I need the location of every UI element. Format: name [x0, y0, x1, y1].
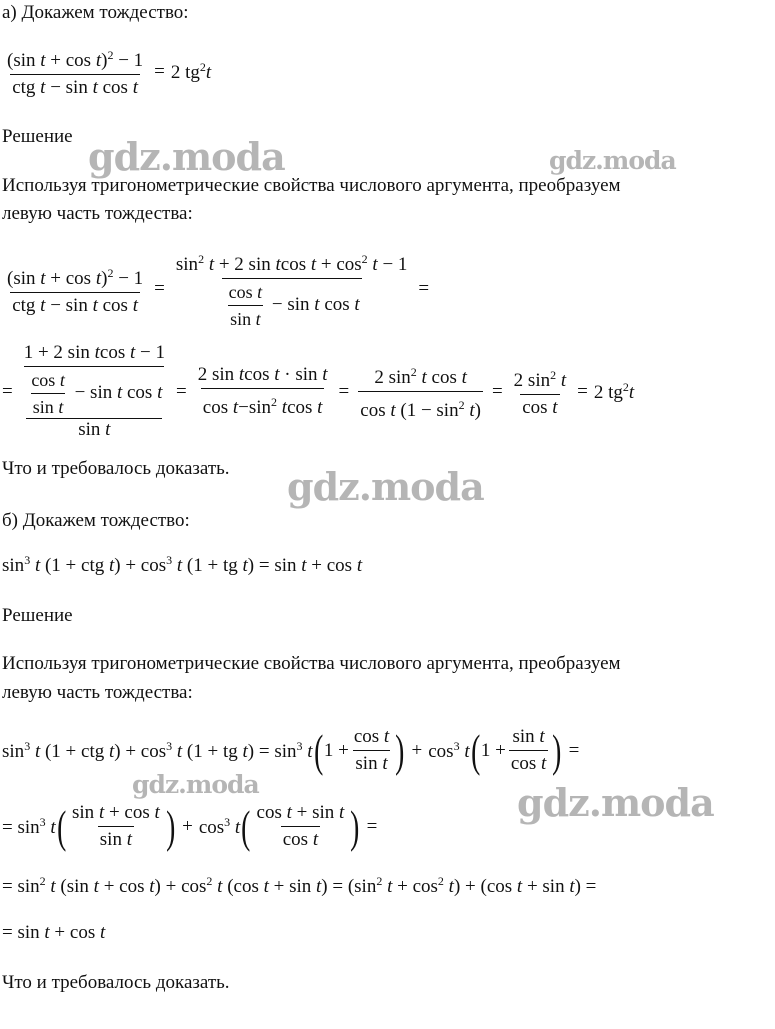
part-a-step-1: $\frac{(\sin t + \cos t)^2 - 1}{\text{ctg t − sin t cos t}}$ = $\sin^2 t + 2$ sin tcos $t + \cos^2 t - 1$ $\frac{\text{cos t}}{\text{sin t}}$ − sin t cos t = [7, 252, 430, 329]
part-a-heading: а) Докажем тождество: [2, 2, 189, 23]
watermark-logo: gdz.moda [517, 780, 714, 825]
watermark-logo: gdz.moda [132, 770, 259, 799]
part-b-step-2: = $\sin^3 t$ ( $\frac{\text{sin t + cos t}}{\text{sin t}}$ ) + $\cos^3 t$ ( $\frac{\text{cos t + sin t}}{\text{cos t}}$ ) = [2, 800, 378, 852]
part-b-identity: $\sin^3 t$ (1 + ctg $t) + \cos^3 t$ (1 + tg t) = sin t + cos t [2, 553, 363, 576]
part-b-step-3: = $\sin^2 t$ (sin $t + \cos t) + \cos^2 t$ (cos $t + \sin t) = (\sin^2$ $t + \cos^2 t) + (\cos$ t + sin t) = [2, 874, 597, 897]
watermark-logo: gdz.moda [287, 464, 484, 509]
watermark-logo: gdz.moda [88, 134, 285, 179]
part-b-heading: б) Докажем тождество: [2, 510, 190, 531]
part-a-identity: $\frac{(\sin t + \cos t)^2 - 1}{\text{ctg t − sin t cos t}}$ = 2 $tg^2t$ [7, 48, 212, 98]
part-b-conclusion: Что и требовалось доказать. [2, 972, 230, 993]
watermark-logo: gdz.moda [549, 146, 676, 175]
part-a-step-2: = 1 + 2 sin tcos t − 1 $\frac{\text{cos t}}{\text{sin t}}$ − sin t cos t sin t = $\frac{\text{2 sin tcos t · sin t}}{\cos t-\sin^2 tcos t}$ = $\frac{2 \sin^2 t \cos t}{\cos t (1 - \sin^2 t)}$ = $\frac{2 \sin^2 t}{\text{cos t}}$ = 2 $tg^2t$ [2, 342, 635, 440]
part-b-step-1: $\sin^3 t$ (1 + ctg $t) + \cos^3 t$ (1 + tg $t) = \sin^3 t$ ( 1 + $\frac{\text{cos t}}{\text{sin t}}$ ) + $\cos^3 t$ ( 1 + $\frac{\text{sin t}}{\text{cos t}}$ ) = [2, 724, 580, 776]
part-a-intro-line-1: Используя тригонометрические свойства числового аргумента, преобразуем [2, 175, 621, 196]
part-b-solution-label: Решение [2, 605, 73, 626]
part-b-intro-line-1: Используя тригонометрические свойства числового аргумента, преобразуем [2, 653, 621, 674]
part-a-intro-line-2: левую часть тождества: [2, 203, 193, 224]
part-a-solution-label: Решение [2, 126, 73, 147]
part-a-conclusion: Что и требовалось доказать. [2, 458, 230, 479]
part-b-step-4: = sin t + cos t [2, 922, 106, 943]
part-b-intro-line-2: левую часть тождества: [2, 682, 193, 703]
